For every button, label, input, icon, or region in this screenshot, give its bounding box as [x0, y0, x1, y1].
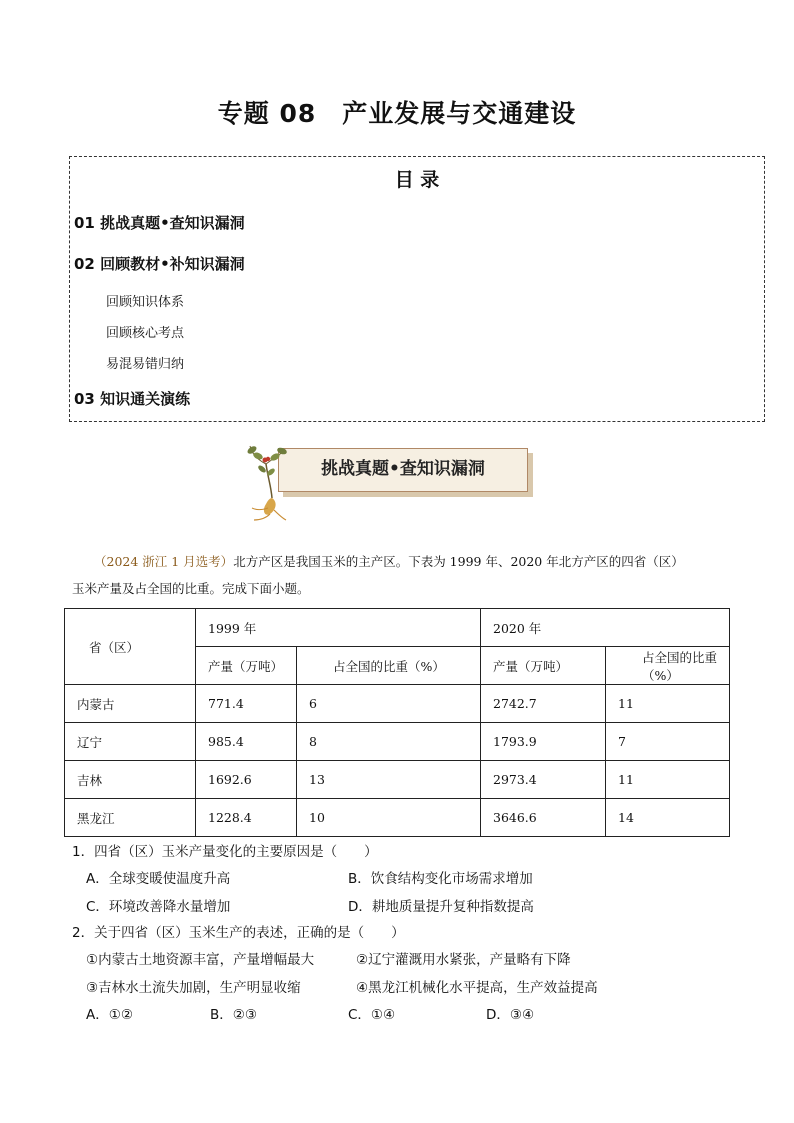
question-2-stem: 2．关于四省（区）玉米生产的表述，正确的是（ ） — [72, 925, 405, 941]
question-2-option-b[interactable]: B．②③ — [210, 1007, 257, 1023]
table-cell-province: 黑龙江 — [65, 799, 196, 837]
table-cell: 11 — [606, 685, 730, 723]
intro-line-2: 玉米产量及占全国的比重。完成下面小题。 — [72, 581, 310, 596]
question-2-statement-1: ①内蒙古土地资源丰富，产量增幅最大 — [86, 952, 315, 968]
intro-text-1: 北方产区是我国玉米的主产区。下表为 1999 年、2020 年北方产区的四省（区） — [233, 554, 684, 569]
question-1-stem: 1．四省（区）玉米产量变化的主要原因是（ ） — [72, 844, 378, 860]
toc-subitem-knowledge-system[interactable]: 回顾知识体系 — [106, 295, 185, 310]
question-2-statement-3: ③吉林水土流失加剧，生产明显收缩 — [86, 980, 301, 996]
table-header-year: 2020 年 — [481, 609, 730, 647]
question-2-statement-4: ④黑龙江机械化水平提高，生产效益提高 — [356, 980, 598, 996]
table-cell: 10 — [297, 799, 481, 837]
table-cell: 2742.7 — [481, 685, 606, 723]
intro-paragraph — [72, 548, 732, 602]
question-2-option-d[interactable]: D．③④ — [486, 1007, 535, 1023]
toc-item-challenge[interactable]: 01 挑战真题•查知识漏洞 — [74, 214, 245, 232]
question-1-option-a[interactable]: A．全球变暖使温度升高 — [86, 871, 231, 887]
section-banner — [244, 442, 544, 522]
question-2-option-a[interactable]: A．①② — [86, 1007, 133, 1023]
question-1-option-b[interactable]: B．饮食结构变化市场需求增加 — [348, 871, 533, 887]
table-of-contents — [69, 156, 765, 422]
banner-label: 挑战真题•查知识漏洞 — [321, 459, 485, 479]
table-cell: 2973.4 — [481, 761, 606, 799]
page-title: 专题 08 产业发展与交通建设 — [217, 99, 577, 128]
table-cell-province: 吉林 — [65, 761, 196, 799]
corn-production-table — [64, 608, 730, 837]
table-cell: 1793.9 — [481, 723, 606, 761]
table-cell: 7 — [606, 723, 730, 761]
table-subheader: 占全国的比重（%） — [606, 647, 730, 685]
table-cell: 1692.6 — [196, 761, 297, 799]
table-row — [65, 609, 730, 647]
table-row — [65, 761, 730, 799]
table-subheader: 占全国的比重（%） — [297, 647, 481, 685]
table-cell-province: 内蒙古 — [65, 685, 196, 723]
table-row — [65, 799, 730, 837]
table-subheader: 产量（万吨） — [481, 647, 606, 685]
table-cell: 8 — [297, 723, 481, 761]
intro-line-1 — [72, 548, 732, 575]
toc-item-review[interactable]: 02 回顾教材•补知识漏洞 — [74, 255, 245, 273]
toc-subitem-core-points[interactable]: 回顾核心考点 — [106, 326, 185, 341]
ginseng-plant-icon — [244, 442, 292, 522]
table-cell: 13 — [297, 761, 481, 799]
table-cell: 14 — [606, 799, 730, 837]
table-row — [65, 723, 730, 761]
question-source: （2024 浙江 1 月选考） — [94, 554, 234, 569]
table-cell: 771.4 — [196, 685, 297, 723]
table-cell: 11 — [606, 761, 730, 799]
table-cell: 985.4 — [196, 723, 297, 761]
table-header-year: 1999 年 — [196, 609, 481, 647]
question-2-option-c[interactable]: C．①④ — [348, 1007, 396, 1023]
table-header-province: 省（区） — [65, 609, 196, 685]
question-1-option-c[interactable]: C．环境改善降水量增加 — [86, 899, 231, 915]
banner-box — [278, 448, 528, 492]
table-cell: 3646.6 — [481, 799, 606, 837]
table-subheader: 产量（万吨） — [196, 647, 297, 685]
toc-item-practice[interactable]: 03 知识通关演练 — [74, 390, 191, 408]
question-2-statement-2: ②辽宁灌溉用水紧张，产量略有下降 — [356, 952, 571, 968]
table-row — [65, 685, 730, 723]
toc-subitem-error-summary[interactable]: 易混易错归纳 — [106, 357, 185, 372]
toc-heading: 目 录 — [394, 169, 440, 191]
table-cell-province: 辽宁 — [65, 723, 196, 761]
table-cell: 1228.4 — [196, 799, 297, 837]
question-1-option-d[interactable]: D．耕地质量提升复种指数提高 — [348, 899, 534, 915]
table-cell: 6 — [297, 685, 481, 723]
